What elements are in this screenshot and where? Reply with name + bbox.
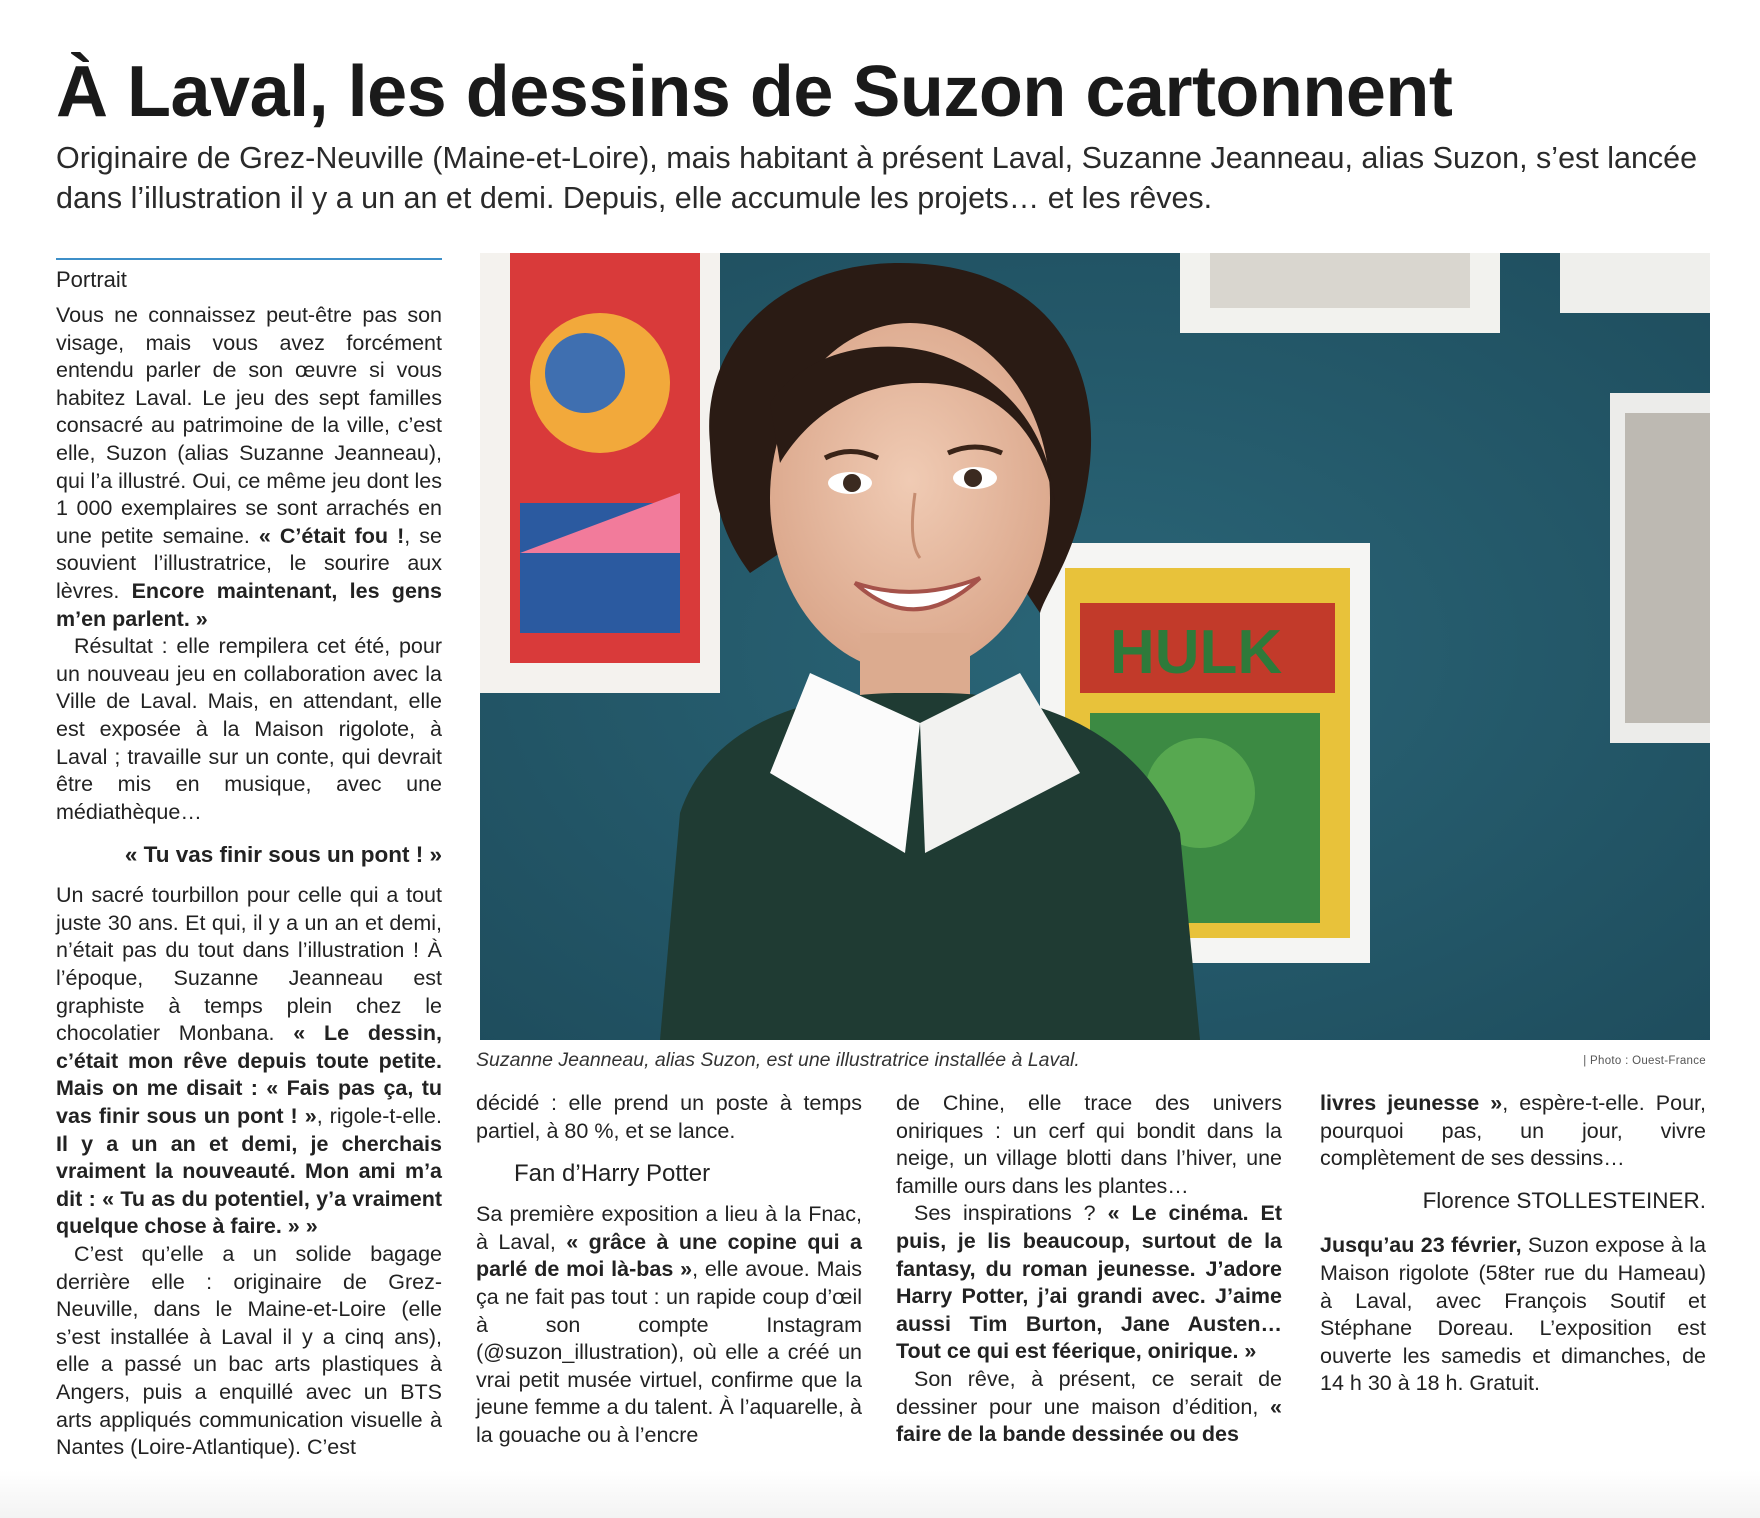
paragraph	[896, 1366, 1282, 1449]
info-date: Jusqu’au 23 février,	[1320, 1233, 1522, 1258]
author-signature: Florence STOLLESTEINER.	[1422, 1187, 1706, 1213]
paragraph: décidé : elle prend un poste à temps partiel, à 80 %, et se lance.	[476, 1091, 862, 1143]
paragraph	[56, 882, 442, 1241]
text-run: Suzon expose à la Maison rigolote (58ter rue du Hameau) à Laval, avec François Soutif et Stéphane Doreau. L’exposition est ouverte les samedis et dimanches, de 14 h 30 à 18 h. Gratuit.	[1320, 1233, 1706, 1396]
intertitle: « Tu vas finir sous un pont ! »	[124, 842, 442, 868]
paragraph	[476, 1201, 862, 1449]
text-run: Sa première exposition a lieu à la Fnac, à Laval,	[476, 1202, 862, 1254]
text-run: Ses inspirations ?	[914, 1201, 1108, 1226]
paragraph	[896, 1200, 1282, 1366]
practical-info	[1320, 1232, 1706, 1398]
column-1	[56, 258, 442, 1462]
page-bottom-edge	[0, 1470, 1760, 1518]
standfirst: Originaire de Grez-Neuville (Maine-et-Loire), mais habitant à présent Laval, Suzanne Jeanneau, alias Suzon, s’est lancée dans l’illustration il y a un an et demi. Depuis, elle accumule les projets… et les rêves.	[56, 141, 1698, 215]
photo-illustration	[480, 253, 1710, 1040]
quote: Encore maintenant, les gens m’en parlent. »	[56, 578, 442, 631]
column-4	[1320, 1090, 1706, 1398]
intertitle: Fan d’Harry Potter	[514, 1160, 711, 1188]
text-run: , espère-t-elle. Pour, pourquoi pas, un jour, vivre complètement de ses dessins…	[1320, 1091, 1706, 1171]
quote: « Le dessin, c’était mon rêve depuis toute petite. Mais on me disait : « Fais pas ça, tu vas finir sous un pont ! »	[56, 1021, 442, 1129]
text-run: Vous ne connaissez peut-être pas son visage, mais vous avez forcément entendu parler de son œuvre si vous habitez Laval. Le jeu des sept familles consacré au patrimoine de la ville, c’est elle, Suzon (alias Suzanne Jeanneau), qui l’a illustré. Oui, ce même jeu dont les 1 000 exemplaires se sont arrachés en une petite semaine.	[56, 303, 442, 548]
text-run: , elle avoue. Mais ça ne fait pas tout : un rapide coup d’œil à son compte Instagram (@suzon_illustration), où elle a créé un vrai petit musée virtuel, confirme que la jeune femme a du talent. À l’aquarelle, à la gouache ou à l’encre	[476, 1257, 862, 1447]
column-3	[896, 1090, 1282, 1449]
rubric-label: Portrait	[56, 258, 442, 294]
paragraph: Résultat : elle rempilera cet été, pour un nouveau jeu en collaboration avec la Ville de Laval. Mais, en attendant, elle est exposée à la Maison rigolote, à Laval ; travaille sur un conte, qui devrait être mis en musique, avec une médiathèque…	[56, 634, 442, 824]
text-run: , se souvient l’illustratrice, le sourire aux lèvres.	[56, 523, 442, 603]
quote: Il y a un an et demi, je cherchais vraiment la nouveauté. Mon ami m’a dit : « Tu as du potentiel, y’a vraiment quelque chose à faire. » »	[56, 1131, 442, 1239]
quote: livres jeunesse »	[1320, 1091, 1503, 1115]
portrait-photo	[480, 253, 1710, 1040]
quote: « Le cinéma. Et puis, je lis beaucoup, surtout de la fantasy, du roman jeunesse. J’adore Harry Potter, j’ai grandi avec. J’aime aussi Tim Burton, Jane Austen… Tout ce qui est féerique, onirique. »	[896, 1201, 1282, 1364]
paragraph	[1320, 1090, 1706, 1173]
column-2	[476, 1090, 862, 1450]
quote: « grâce à une copine qui a parlé de moi là-bas »	[476, 1229, 862, 1282]
headline: À Laval, les dessins de Suzon cartonnent	[56, 52, 1453, 132]
paragraph: C’est qu’elle a un solide bagage derrière elle : originaire de Grez-Neuville, dans le Maine-et-Loire (elle s’est installée à Laval il y a cinq ans), elle a passé un bac arts plastiques à Angers, puis a enquillé avec un BTS arts appliqués communication visuelle à Nantes (Loire-Atlantique). C’est	[56, 1242, 442, 1460]
quote: « faire de la bande dessinée ou des	[896, 1394, 1282, 1447]
poster-hulk-title: HULK	[1110, 618, 1283, 687]
photo-credit: | Photo : Ouest-France	[1583, 1055, 1706, 1067]
text-run: , rigole-t-elle.	[316, 1104, 442, 1129]
paragraph: de Chine, elle trace des univers oniriques : un cerf qui bondit dans la neige, un village blotti dans l’hiver, une famille ours dans les plantes…	[896, 1091, 1282, 1198]
text-run: Son rêve, à présent, ce serait de dessiner pour une maison d’édition,	[896, 1366, 1282, 1419]
quote: « C’était fou !	[258, 523, 405, 548]
text-run: Un sacré tourbillon pour celle qui a tout juste 30 ans. Et qui, il y a un an et demi, n’était pas du tout dans l’illustration ! À l’époque, Suzanne Jeanneau est graphiste à temps plein chez le chocolatier Monbana.	[56, 883, 442, 1046]
paragraph	[56, 302, 442, 633]
photo-caption: Suzanne Jeanneau, alias Suzon, est une illustratrice installée à Laval.	[476, 1049, 1080, 1071]
